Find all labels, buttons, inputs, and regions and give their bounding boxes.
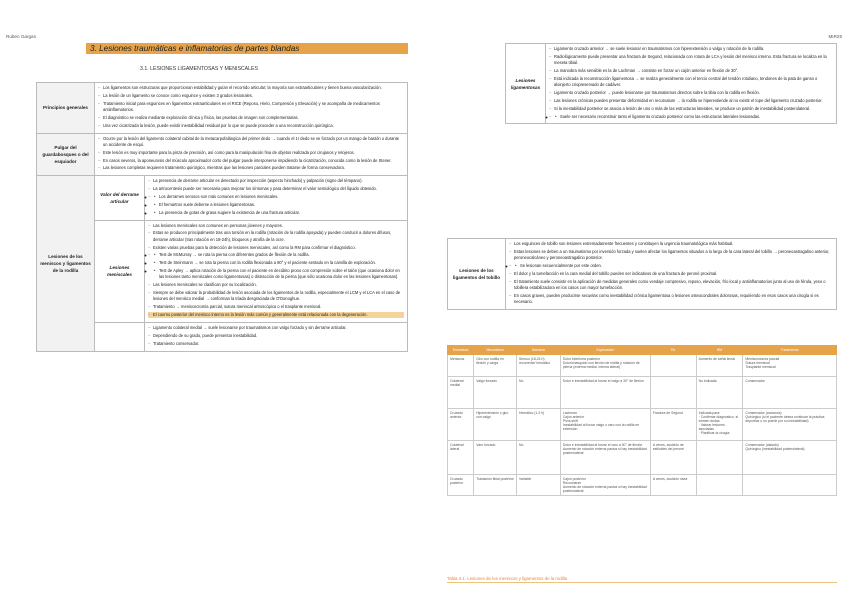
- list-item: – Tratamiento → meniscectomía parcial, sutura meniscal artroscópica o el trasplante meniscal.: [148, 304, 404, 310]
- table-row: [448, 355, 837, 377]
- column-header: Exploración: [560, 346, 650, 355]
- list-item: – La maniobra más sensible es la de Lachman → consiste en forzar un cajón anterior en flexión de 30°.: [549, 68, 833, 74]
- list-item: – El tratamiento suele consistir en la aplicación de medidas generales como vendaje compresivo, reposo, elevación, frío local y antiinflamatorios junto al uso de férula, yeso o tobillera estabilizadora en los casos con mayor tumefacción.: [509, 279, 833, 292]
- table-row: [448, 475, 837, 496]
- sub-label: [95, 322, 145, 351]
- list-item: – Ligamento cruzado anterior → se suele lesionar en traumatismos con hiperextensión o valgo y rotación de la rodilla.: [549, 46, 833, 52]
- table-cell: Variable: [517, 475, 561, 496]
- table-cell: No indicada: [696, 377, 743, 409]
- list-item: • – ◦ Se lesionan secuencialmente por este orden.: [515, 263, 833, 269]
- list-item: – Estas se producen principalmente tras una torsión en la rodilla (rotación de la rodilla apoyada) y pueden conducir a dolores difusos, derrame articular (tras rotación en 18-24h), bloqueos y atrofia de la ocre.: [148, 230, 404, 243]
- table-cell: Varo forzado: [474, 441, 517, 475]
- table-cell: Traslación tibial posterior: [474, 475, 517, 496]
- list-item: – Tratamiento conservador.: [148, 341, 404, 347]
- list-item: – Tratamiento inicial para esguinces en ligamentos extraarticulares es el RICE (Reposo, Hielo, Compresión y Elevación) y se acompaña de medicamentos antiinflamatorios.: [98, 101, 404, 114]
- row-label: Principios generales: [37, 83, 95, 134]
- row-content: [506, 239, 837, 310]
- row-label: Pulgar del guardabosques o del esquiador: [37, 133, 95, 176]
- column-header: Rx: [650, 346, 696, 355]
- list-item: – En casos graves, pueden producirse secuelas como inestabilidad crónica ligamentosa o lesiones osteocondrales dolorosas, requiriendo en esos casos una cirugía si es necesario.: [509, 293, 833, 306]
- table-cell: No: [517, 441, 561, 475]
- table-cell: A veces, avulsión de estiloides del peroné: [650, 441, 696, 475]
- table-cell: Conservador: [743, 377, 837, 409]
- table-cell: Indicada para: · Confirmar diagnóstico, si existen dudas · Valorar lesiones asociadas · Planificar la cirugía: [696, 409, 743, 441]
- list-item: – El diagnóstico se realiza mediante exploración clínica y física, las pruebas de imagen son complementarias.: [98, 115, 404, 121]
- row-content: [95, 133, 408, 176]
- row-content: [145, 176, 408, 220]
- table-cell: [650, 355, 696, 377]
- chapter-title: 3. Lesiones traumáticas e inflamatorias de partes blandas: [86, 43, 408, 54]
- left-table: [36, 82, 408, 352]
- table-cell: Hiperextensión o giro con valgo: [474, 409, 517, 441]
- list-item: • ◦ La presencia de gotas de grasa sugiere la existencia de una fractura articular.: [154, 210, 404, 216]
- table-cell: [696, 441, 743, 475]
- divider: [447, 582, 837, 583]
- table-cell: Cajón posterior Recurvatum Aumento de rotación externa pasiva si hay inestabilidad posterolateral: [560, 475, 650, 496]
- table-cell: Hemático (1-2 h): [517, 409, 561, 441]
- list-item: • ◦ Test de Apley → aplica rotación de la pierna con el paciente en decúbito prono con compresión sobre el talón (que ocasiona dolor en las lesiones tanto meniscales como ligamentosas) o distracción de la pierna (que sólo ocasiona dolor en las lesiones ligamentosas).: [154, 268, 404, 281]
- table-cell: [650, 377, 696, 409]
- table-cell: Colateral medial: [448, 377, 474, 409]
- column-header: RM: [696, 346, 743, 355]
- list-item: – Siempre se debe valorar la probabilidad de lesión asociada de los ligamentos de la rodilla, especialmente el LCM y el LCA en el caso de lesiones del menisco medial → conforman la tríada desgraciada de O'Donoghue.: [148, 290, 404, 303]
- table-header-row: [448, 346, 837, 355]
- table-cell: Dolor e inestabilidad al forzar el varo a 30° de flexión Aumento de rotación externa pasiva si hay inestabilidad posterolateral: [560, 441, 650, 475]
- ankle-table: [447, 238, 837, 310]
- list-item: – Las lesiones meniscales son comunes en personas jóvenes y mayores.: [148, 223, 404, 229]
- table-cell: Cruzado posterior: [448, 475, 474, 496]
- list-item: • ◦ Test de Steinmann → se rota la pierna con la rodilla flexionada a 90° y el paciente sentado en la camilla de exploración.: [154, 260, 404, 266]
- list-item: – Dependiendo de su grado, puede presentar inestabilidad.: [148, 333, 404, 339]
- table-row: [448, 409, 837, 441]
- table-cell: Fractura de Segond: [650, 409, 696, 441]
- table-cell: Aumento de señal lineal: [696, 355, 743, 377]
- row-content: [95, 83, 408, 134]
- list-item: – Las lesiones crónicas pueden presentar deformidad en recurvatum → la rodilla se hiperextiende al no existir el tope del ligamento cruzado posterior.: [549, 98, 833, 104]
- column-header: Estructura: [448, 346, 474, 355]
- table-cell: [696, 475, 743, 496]
- table-caption: Tabla 3.1. Lesiones de los meniscos y ligamentos de la rodilla: [447, 576, 568, 581]
- table-cell: Meniscos: [448, 355, 474, 377]
- column-header: Derrame: [517, 346, 561, 355]
- list-item: • – ◦ Suele ser necesario reconstruir tanto el ligamento cruzado posterior como las estructuras laterales lesionadas.: [555, 114, 833, 120]
- list-item: – Una vez cicatrizada la lesión, puede existir inestabilidad residual por lo que se puede proceder a una reconstrucción quirúrgica.: [98, 123, 404, 129]
- table-cell: Conservador (aislado) Quirúrgico (inestabilidad posterolateral): [743, 441, 837, 475]
- row-content: [145, 220, 408, 322]
- list-item: – El dolor y la tumefacción en la cara medial del tobillo pueden ser indicativos de una fractura de peroné proximal.: [509, 271, 833, 277]
- row-tobillo: [448, 239, 837, 310]
- list-item: – La lesión de un ligamento se conoce como esguince y existen 3 grados lesionales.: [98, 93, 404, 99]
- list-item: – Las lesiones meniscales se clasifican por su localización.: [148, 282, 404, 288]
- row-content: [546, 44, 837, 124]
- row-pulgar: [37, 133, 408, 176]
- table-cell: Colateral lateral: [448, 441, 474, 475]
- table-cell: Seroso (18-24 h) recurrente/ hemático: [517, 355, 561, 377]
- summary-table: [447, 345, 837, 496]
- table-row: [448, 377, 837, 409]
- table-cell: A veces, avulsión ósea: [650, 475, 696, 496]
- list-item: • ◦ El hemartros suele deberse a lesiones ligamentosas.: [154, 202, 404, 208]
- row-label: Lesiones de los meniscos y ligamentos de la rodilla: [37, 176, 95, 351]
- right-table: [505, 43, 837, 124]
- column-header: Mecanismo: [474, 346, 517, 355]
- list-item: • – ◦ Test de McMurray → se rota la pierna con diferentes grados de flexión de la rodilla.: [154, 252, 404, 258]
- list-item: – Ligamento colateral medial → suele lesionarse por traumatismos con valgo forzado y sin derrame articular.: [148, 325, 404, 331]
- table-cell: Dolor e inestabilidad al forzar el valgo a 30° de flexión: [560, 377, 650, 409]
- list-item: – Estas lesiones se deben a un traumatismo por inversión forzada y suelen afectar los ligamentos situados a lo largo de la cara lateral del tobillo → peroneoastragalino anterior, peroneocalcáneo y peroneoastragalino posterior.: [509, 249, 833, 262]
- list-item: – Está indicada la reconstrucción ligamentosa → se realiza generalmente con el tercio central del tendón rotuliano, tendones de la pata de ganso o aloinjerto criopreservado de cadáver.: [549, 76, 833, 89]
- list-item: – Radiológicamente puede presentar una fractura de Segond, relacionada con rotura de LCA y lesión del menisco interno. Esta fractura se localiza en la meseta tibial.: [549, 54, 833, 67]
- table-cell: Giro con rodilla en flexión y carga: [474, 355, 517, 377]
- list-item: – Los esguinces de tobillo son lesiones extremadamente frecuentes y constituyen la urgencia traumatológica más habitual.: [509, 241, 833, 247]
- list-item: – Ocurre por la lesión del ligamento colateral cubital de la metacarpofalángica del primer dedo → cuando el 1r dedo se ve forzado por un mango de bastón o durante un accidente de esquí.: [98, 136, 404, 149]
- column-header: Tratamiento: [743, 346, 837, 355]
- row-principios: [37, 83, 408, 134]
- table-cell: Valgo forzado: [474, 377, 517, 409]
- list-item: – Existen varias pruebas para la detección de lesiones meniscales, así como la RM para confirmar el diagnóstico.: [148, 245, 404, 251]
- list-item: – La artrocentesis puede ser necesaria para mejorar los síntomas y para determinar el valor semiológico del líquido obtenido.: [148, 186, 404, 192]
- list-item: – El cuerno posterior del menisco interno es la lesión más común y generalmente está relacionada con la degeneración.: [148, 312, 404, 318]
- table-cell: Cruzado anterior: [448, 409, 474, 441]
- sub-label: Lesiones meniscales: [95, 220, 145, 322]
- list-item: – En casos severos, la aponeurosis del músculo aproximador corto del pulgar puede interponerse impidiendo la cicatrización, conocida como la lesión de Stener.: [98, 158, 404, 164]
- row-ligamentosas: [506, 44, 837, 124]
- table-cell: Lachman Cajón anterior Pivot-shift Inestabilidad al forzar valgo o varo con la rodilla en extensión: [560, 409, 650, 441]
- table-row: [448, 441, 837, 475]
- list-item: – Si la inestabilidad posterior se asocia a lesión de uno o más de las estructuras laterales, se produce un patrón de inestabilidad posterolateral.: [549, 106, 833, 112]
- sub-label: Lesiones ligamentosas: [506, 44, 546, 124]
- header-author: Ruben Gargan: [6, 34, 37, 39]
- sub-label: Valor del derrame articular: [95, 176, 145, 220]
- list-item: – Los ligamentos son estructuras que proporcionan estabilidad y guían el recorrido articular; la mayoría son extraarticulares y tienen buena vascularización.: [98, 85, 404, 91]
- row-label: Lesiones de los ligamentos del tobillo: [448, 239, 506, 310]
- header-book: MIR25: [828, 34, 842, 39]
- section-title: 3.1. LESIONES LIGAMENTOSAS Y MENISCALES: [140, 66, 258, 72]
- list-item: – Este lesión es muy importante para la pinza de precisión, así como para la manipulación fina de objetos realizada por cirujanos y relojeros.: [98, 150, 404, 156]
- table-cell: Conservador (ancianos) Quirúrgico (si el paciente desea continuar la práctica deportiva o no puede por su inestabilidad): [743, 409, 837, 441]
- row-valor: [37, 176, 408, 220]
- row-content: [145, 322, 408, 351]
- table-cell: [743, 475, 837, 496]
- list-item: – La presencia de derrame articular es detectado por inspección (aspecto hinchado) y palpación (signo del témpano).: [148, 178, 404, 184]
- table-cell: Dolor interlínea posterior Dolor/chasquido con flexión de rodilla y rotación de pierna (externa medial, interna lateral): [560, 355, 650, 377]
- list-item: • – ◦ Los derrames serosos son más comunes en lesiones meniscales.: [154, 194, 404, 200]
- table-cell: Meniscectomía parcial Sutura meniscal Trasplante meniscal: [743, 355, 837, 377]
- list-item: – Ligamento cruzado posterior → puede lesionarse por traumatismos directos sobre la tibia con la rodilla en flexión.: [549, 90, 833, 96]
- list-item: – Las lesiones completas requieren tratamiento quirúrgico, mientras que las lesiones parciales pueden tratarse de forma conservadora.: [98, 165, 404, 171]
- table-cell: No: [517, 377, 561, 409]
